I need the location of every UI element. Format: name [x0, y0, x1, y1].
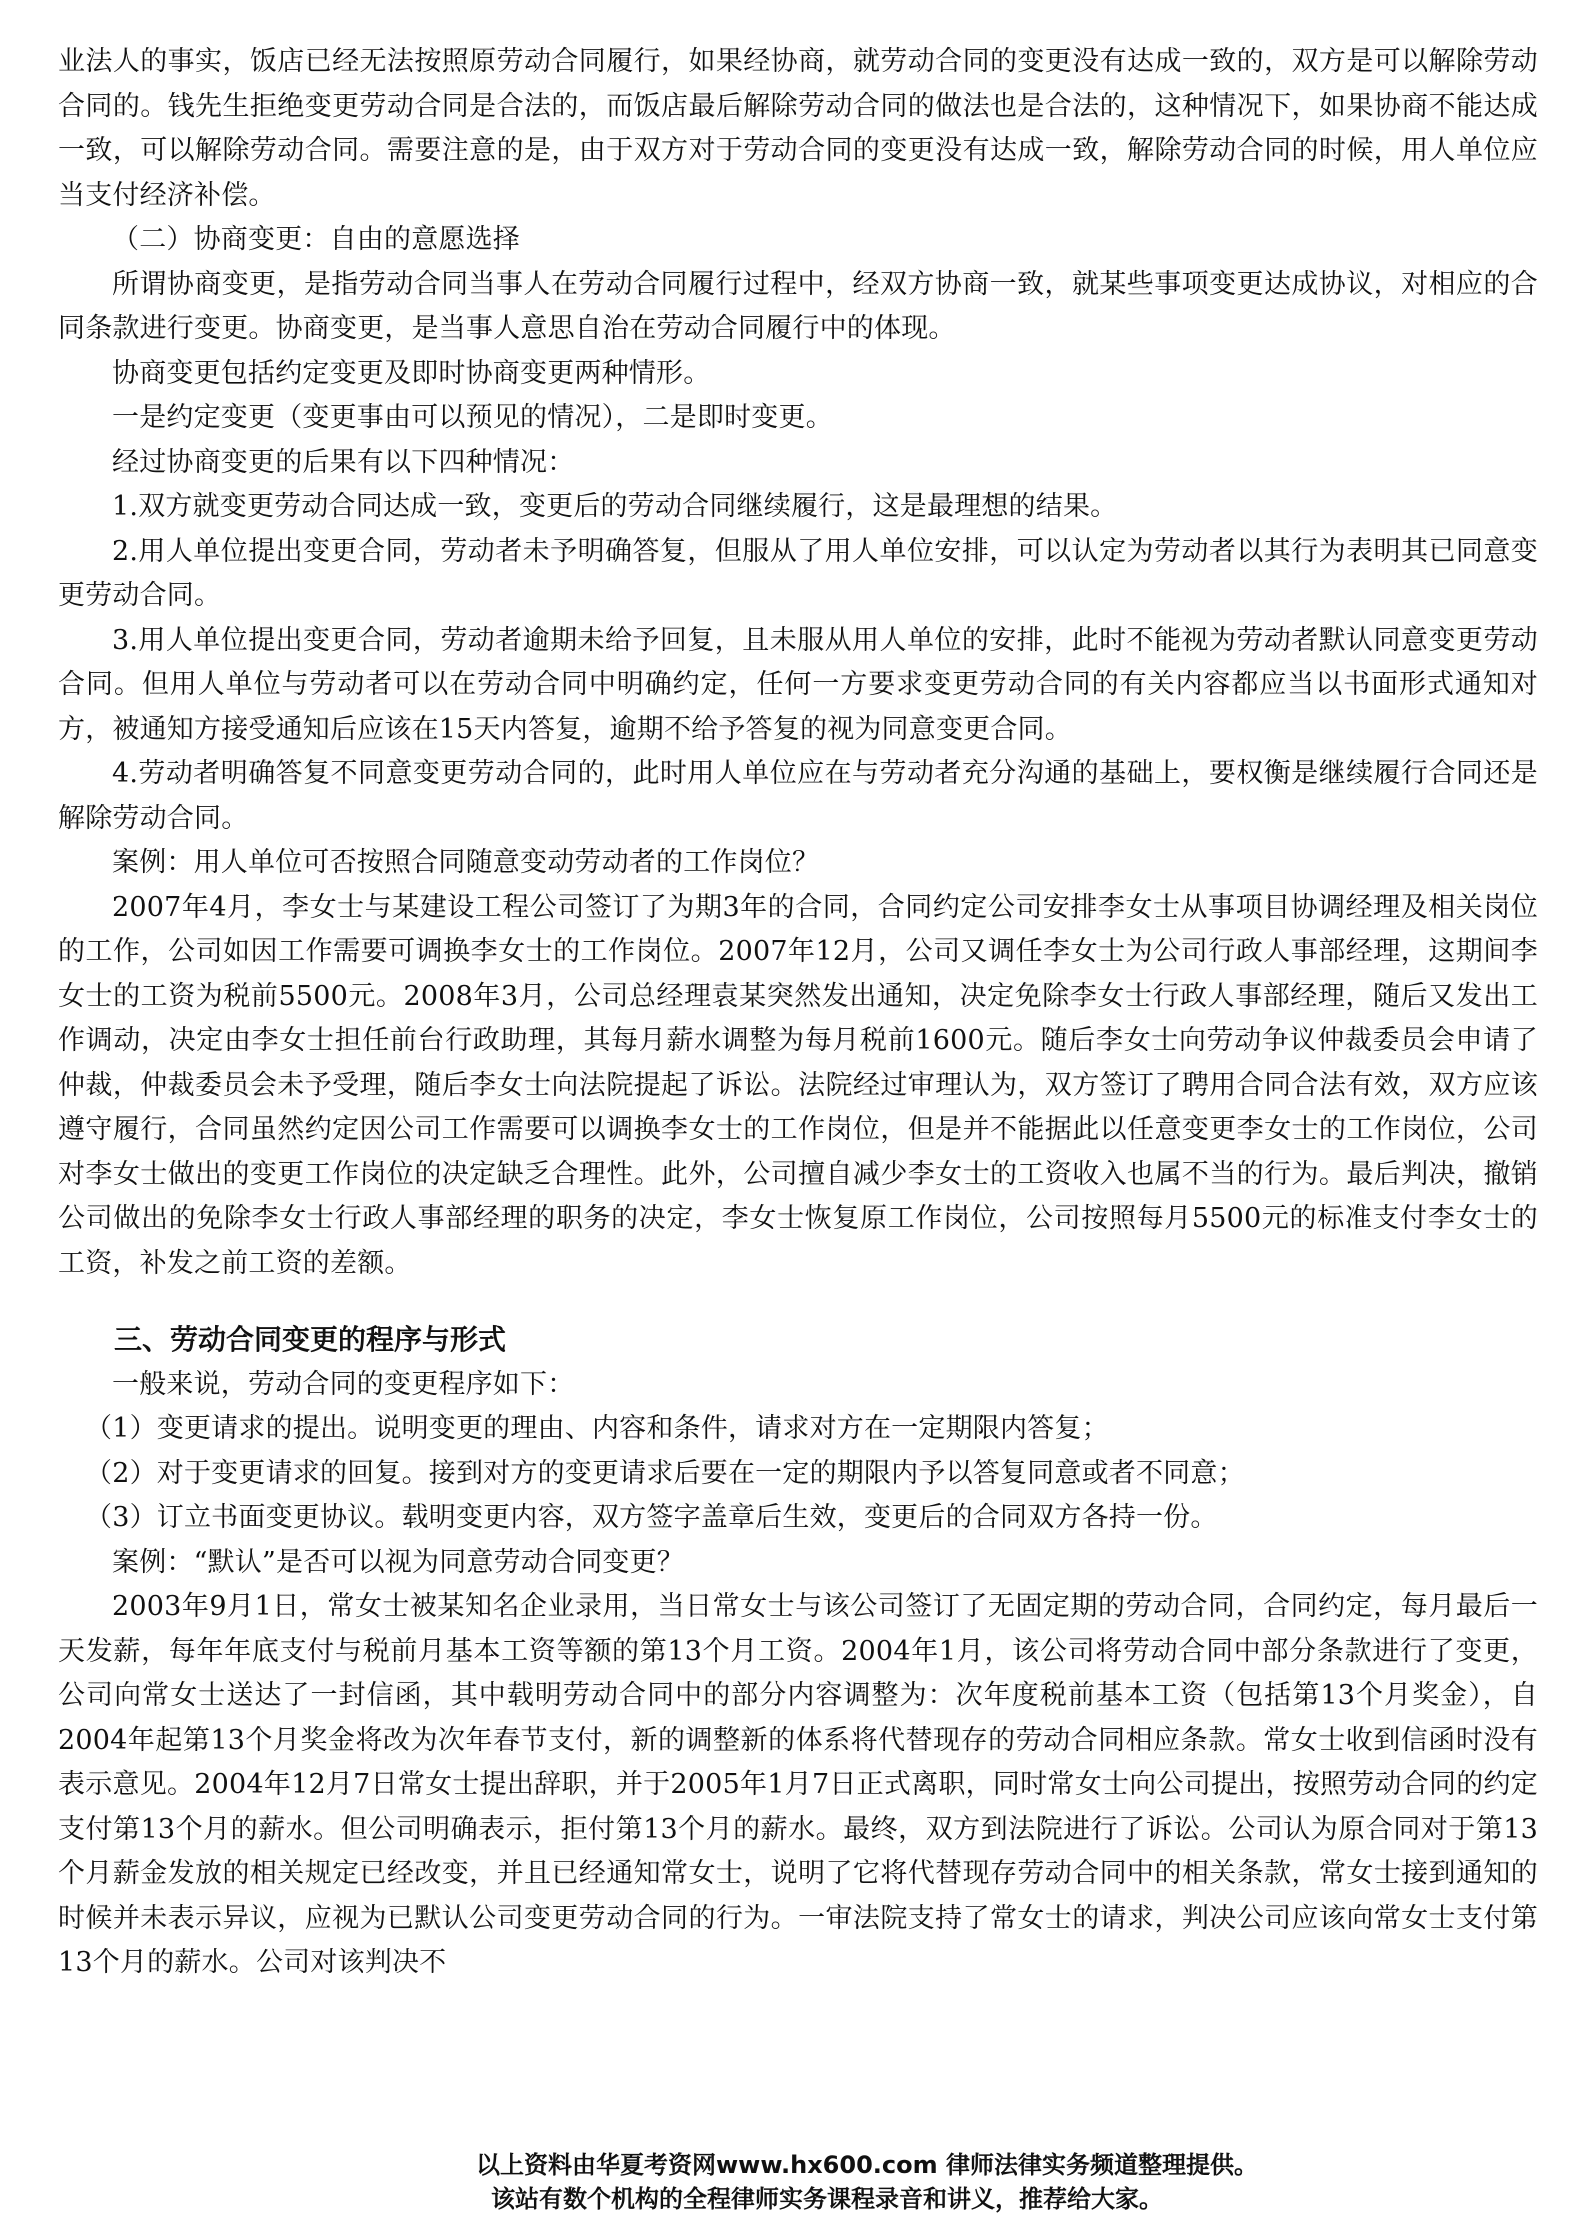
paragraph-forms-detail: 一是约定变更（变更事由可以预见的情况），二是即时变更。 — [112, 402, 833, 433]
subheading-negotiated-change: （二）协商变更：自由的意愿选择 — [112, 224, 520, 255]
case-body-1: 2007年4月，李女士与某建设工程公司签订了为期3年的合同，合同约定公司安排李女士从事项目协调经理及相关岗位的工作，公司如因工作需要可调换李女士的工作岗位。2007年12月，公司又调任李女士为公司行政人事部经理，这期间李女士的工资为税前5500元。2008年3月，公司总经理袁某突然发出通知，决定免除李女士行政人事部经理，随后又发出工作调动，决定由李女士担任前台行政助理，其每月薪水调整为每月税前1600元。随后李女士向劳动争议仲裁委员会申请了仲裁，仲裁委员会未予受理，随后李女士向法院提起了诉讼。法院经过审理认为，双方签订了聘用合同合法有效，双方应该遵守履行，合同虽然约定因公司工作需要可以调换李女士的工作岗位，但是并不能据此以任意变更李女士的工作岗位，公司对李女士做出的变更工作岗位的决定缺乏合理性。此外，公司擅自减少李女士的工资收入也属不当的行为。最后判决，撤销公司做出的免除李女士行政人事部经理的职务的决定，李女士恢复原工作岗位，公司按照每月5500元的标准支付李女士的工资，补发之前工资的差额。 — [58, 891, 1538, 1279]
paragraph-two-forms: 协商变更包括约定变更及即时协商变更两种情形。 — [112, 357, 711, 389]
paragraph-definition: 所谓协商变更，是指劳动合同当事人在劳动合同履行过程中，经双方协商一致，就某些事项变更达成协议，对相应的合同条款进行变更。协商变更，是当事人意思自治在劳动合同履行中的体现。 — [58, 268, 1538, 344]
case-title-1: 案例：用人单位可否按照合同随意变动劳动者的工作岗位？ — [112, 847, 820, 878]
section-heading: 三、劳动合同变更的程序与形式 — [114, 1323, 507, 1356]
list-item-outcome-2: 2.用人单位提出变更合同，劳动者未予明确答复，但服从了用人单位安排，可以认定为劳动者以其行为表明其已同意变更劳动合同。 — [58, 535, 1538, 611]
list-item-procedure-2: （2）对于变更请求的回复。接到对方的变更请求后要在一定的期限内予以答复同意或者不同意； — [85, 1457, 1245, 1489]
case-body-2: 2003年9月1日，常女士被某知名企业录用，当日常女士与该公司签订了无固定期的劳动合同，合同约定，每月最后一天发薪，每年年底支付与税前月基本工资等额的第13个月工资。2004年1月，该公司将劳动合同中部分条款进行了变更，公司向常女士送达了一封信函，其中载明劳动合同中的部分内容调整为：次年度税前基本工资（包括第13个月奖金），自2004年起第13个月奖金将改为次年春节支付，新的调整新的体系将代替现存的劳动合同相应条款。常女士收到信函时没有表示意见。2004年12月7日常女士提出辞职，并于2005年1月7日正式离职，同时常女士向公司提出，按照劳动合同的约定支付第13个月的薪水。但公司明确表示，拒付第13个月的薪水。最终，双方到法院进行了诉讼。公司认为原合同对于第13个月薪金发放的相关规定已经改变，并且已经通知常女士，说明了它将代替现存劳动合同中的相关条款，常女士接到通知的时候并未表示异议，应视为已默认公司变更劳动合同的行为。一审法院支持了常女士的请求，判决公司应该向常女士支付第13个月的薪水。公司对该判决不 — [58, 1591, 1538, 1978]
list-item-outcome-4: 4.劳动者明确答复不同意变更劳动合同的，此时用人单位应在与劳动者充分沟通的基础上，要权衡是继续履行合同还是解除劳动合同。 — [58, 758, 1538, 834]
page-footer — [0, 2148, 1584, 2216]
footer-source-line: 以上资料由华夏考资网www.hx600.com 律师法律实务频道整理提供。 — [476, 2151, 1258, 2179]
paragraph-procedure-intro: 一般来说，劳动合同的变更程序如下： — [112, 1368, 575, 1400]
list-item-procedure-3: （3）订立书面变更协议。载明变更内容，双方签字盖章后生效，变更后的合同双方各持一份。 — [85, 1502, 1218, 1533]
paragraph-four-outcomes: 经过协商变更的后果有以下四种情况： — [112, 446, 575, 478]
document-page — [58, 40, 1538, 1986]
list-item-outcome-1: 1.双方就变更劳动合同达成一致，变更后的劳动合同继续履行，这是最理想的结果。 — [112, 491, 1118, 522]
footer-recommend-line: 该站有数个机构的全程律师实务课程录音和讲义，推荐给大家。 — [491, 2185, 1163, 2213]
list-item-procedure-1: （1）变更请求的提出。说明变更的理由、内容和条件，请求对方在一定期限内答复； — [85, 1413, 1109, 1444]
paragraph-continuation: 业法人的事实，饭店已经无法按照原劳动合同履行，如果经协商，就劳动合同的变更没有达成一致的，双方是可以解除劳动合同的。钱先生拒绝变更劳动合同是合法的，而饭店最后解除劳动合同的做法也是合法的，这种情况下，如果协商不能达成一致，可以解除劳动合同。需要注意的是，由于双方对于劳动合同的变更没有达成一致，解除劳动合同的时候，用人单位应当支付经济补偿。 — [58, 46, 1538, 211]
list-item-outcome-3: 3.用人单位提出变更合同，劳动者逾期未给予回复，且未服从用人单位的安排，此时不能视为劳动者默认同意变更劳动合同。但用人单位与劳动者可以在劳动合同中明确约定，任何一方要求变更劳动合同的有关内容都应当以书面形式通知对方，被通知方接受通知后应该在15天内答复，逾期不给予答复的视为同意变更合同。 — [58, 624, 1538, 745]
case-title-2: 案例：“默认”是否可以视为同意劳动合同变更？ — [112, 1546, 685, 1578]
